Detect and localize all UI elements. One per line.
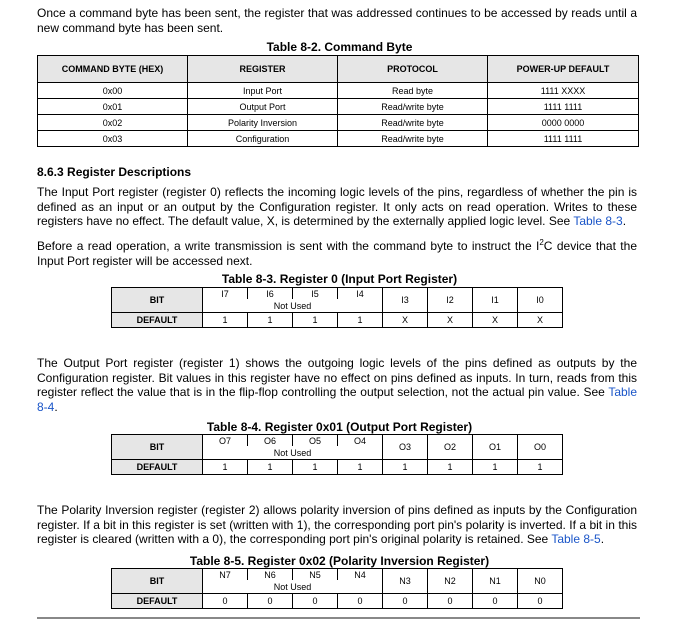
header-register: REGISTER — [188, 56, 338, 83]
superscript-2: 2 — [539, 238, 544, 247]
bit-cell: O0 — [518, 435, 563, 460]
default-cell: 1 — [248, 460, 293, 475]
section-heading: 8.6.3 Register Descriptions — [37, 165, 192, 179]
table-row — [38, 115, 639, 131]
bit-cell: I2 — [428, 288, 473, 313]
table-row — [38, 83, 639, 99]
header-command-byte: COMMAND BYTE (HEX) — [38, 56, 188, 83]
default-cell: 0 — [428, 594, 473, 609]
table-row — [38, 131, 639, 147]
cell-default: 1111 1111 — [488, 131, 639, 147]
read-operation-paragraph — [37, 236, 637, 268]
table-8-2-caption: Table 8-2. Command Byte — [266, 40, 413, 54]
bit-cell: O5 — [293, 435, 338, 447]
default-cell: 1 — [293, 460, 338, 475]
not-used-label: Not Used — [203, 299, 383, 313]
default-cell: 1 — [338, 313, 383, 328]
default-cell: 0 — [293, 594, 338, 609]
default-cell: X — [518, 313, 563, 328]
default-cell: 0 — [383, 594, 428, 609]
default-cell: 1 — [248, 313, 293, 328]
header-power-up-default: POWER-UP DEFAULT — [488, 56, 639, 83]
bit-cell: I1 — [473, 288, 518, 313]
cell-protocol: Read/write byte — [338, 131, 488, 147]
period: . — [54, 399, 58, 414]
cell-default: 1111 XXXX — [488, 83, 639, 99]
bit-cell: N1 — [473, 569, 518, 594]
bit-cell: O4 — [338, 435, 383, 447]
read-operation-text-a: Before a read operation, a write transmission is sent with the command byte to instruct the I — [37, 239, 540, 253]
bit-cell: I5 — [293, 288, 338, 300]
input-port-paragraph — [37, 185, 637, 229]
bit-cell: I3 — [383, 288, 428, 313]
default-cell: 1 — [203, 460, 248, 475]
bit-cell: N5 — [293, 569, 338, 581]
cell-command: 0x02 — [38, 115, 188, 131]
default-cell: 0 — [518, 594, 563, 609]
polarity-inversion-paragraph — [37, 503, 637, 547]
intro-paragraph: Once a command byte has been sent, the register that was addressed continues to be accessed by reads until a new command byte has been sent. — [37, 6, 637, 35]
output-port-text: The Output Port register (register 1) shows the outgoing logic levels of the pins defined as outputs by the Configuration register. Bit values in this register have no effect on pins defined as inputs. In turn, reads from this register reflect the value that is in the flip-flop controlling the output selection, not the actual pin value. See — [37, 356, 637, 399]
bit-cell: O7 — [203, 435, 248, 447]
table-8-3-caption: Table 8-3. Register 0 (Input Port Register) — [221, 272, 458, 286]
bit-cell: O1 — [473, 435, 518, 460]
cell-register: Polarity Inversion — [188, 115, 338, 131]
cell-default: 1111 1111 — [488, 99, 639, 115]
cell-default: 0000 0000 — [488, 115, 639, 131]
table-row — [38, 99, 639, 115]
header-protocol: PROTOCOL — [338, 56, 488, 83]
default-cell: 1 — [428, 460, 473, 475]
output-port-register-table — [111, 434, 563, 475]
bit-cell: O3 — [383, 435, 428, 460]
polarity-text: The Polarity Inversion register (register 2) allows polarity inversion of pins defined as inputs by the Configuration register. If a bit in this register is set (written with 1), the corresponding port pin's polarity is inverted. If a bit in this register is cleared (written with a 0), the corresponding port pin's original polarity is retained. See — [37, 503, 637, 546]
polarity-inversion-register-table — [111, 568, 563, 609]
not-used-label: Not Used — [203, 446, 383, 460]
bit-cell: N0 — [518, 569, 563, 594]
bit-cell: I4 — [338, 288, 383, 300]
default-cell: 1 — [473, 460, 518, 475]
bit-cell: O6 — [248, 435, 293, 447]
bit-cell: I7 — [203, 288, 248, 300]
default-cell: 1 — [203, 313, 248, 328]
default-cell: 0 — [248, 594, 293, 609]
default-cell: X — [473, 313, 518, 328]
cell-protocol: Read/write byte — [338, 115, 488, 131]
table-8-3-link[interactable]: Table 8-3 — [573, 214, 623, 228]
not-used-label: Not Used — [203, 580, 383, 594]
period: . — [600, 532, 605, 546]
bit-cell: N7 — [203, 569, 248, 581]
bit-label: BIT — [112, 569, 203, 594]
bit-cell: N3 — [383, 569, 428, 594]
default-cell: X — [428, 313, 473, 328]
bit-cell: N4 — [338, 569, 383, 581]
input-port-text: The Input Port register (register 0) reflects the incoming logic levels of the pins, regardless of whether the pin is defined as an input or an output by the Configuration register. It only acts on read operation. Writes to these registers have no effect. The default value, X, is determined by the externally applied logic level. See — [37, 185, 637, 228]
default-label: DEFAULT — [112, 313, 203, 328]
default-cell: 1 — [293, 313, 338, 328]
cell-register: Output Port — [188, 99, 338, 115]
default-cell: 1 — [518, 460, 563, 475]
default-cell: 1 — [338, 460, 383, 475]
command-byte-table — [37, 55, 639, 147]
cell-command: 0x03 — [38, 131, 188, 147]
bit-label: BIT — [112, 288, 203, 313]
cell-protocol: Read/write byte — [338, 99, 488, 115]
bit-cell: I0 — [518, 288, 563, 313]
cell-protocol: Read byte — [338, 83, 488, 99]
default-cell: 1 — [383, 460, 428, 475]
input-port-register-table — [111, 287, 563, 328]
cell-register: Configuration — [188, 131, 338, 147]
table-8-5-link[interactable]: Table 8-5 — [551, 532, 601, 546]
default-cell: 0 — [473, 594, 518, 609]
read-operation-text-b: C device that the Input Port register will be accessed next. — [37, 239, 637, 268]
table-8-5-caption: Table 8-5. Register 0x02 (Polarity Inversion Register) — [189, 554, 490, 568]
bit-label: BIT — [112, 435, 203, 460]
default-cell: 0 — [338, 594, 383, 609]
bit-cell: O2 — [428, 435, 473, 460]
default-label: DEFAULT — [112, 594, 203, 609]
cell-command: 0x01 — [38, 99, 188, 115]
bit-cell: I6 — [248, 288, 293, 300]
default-label: DEFAULT — [112, 460, 203, 475]
bit-cell: N2 — [428, 569, 473, 594]
table-8-4-link[interactable]: Table 8-4 — [37, 385, 637, 414]
bit-cell: N6 — [248, 569, 293, 581]
default-cell: 0 — [203, 594, 248, 609]
default-cell: X — [383, 313, 428, 328]
cell-register: Input Port — [188, 83, 338, 99]
output-port-paragraph — [37, 356, 637, 414]
period: . — [622, 214, 627, 228]
cell-command: 0x00 — [38, 83, 188, 99]
table-8-4-caption: Table 8-4. Register 0x01 (Output Port Register) — [206, 420, 473, 434]
